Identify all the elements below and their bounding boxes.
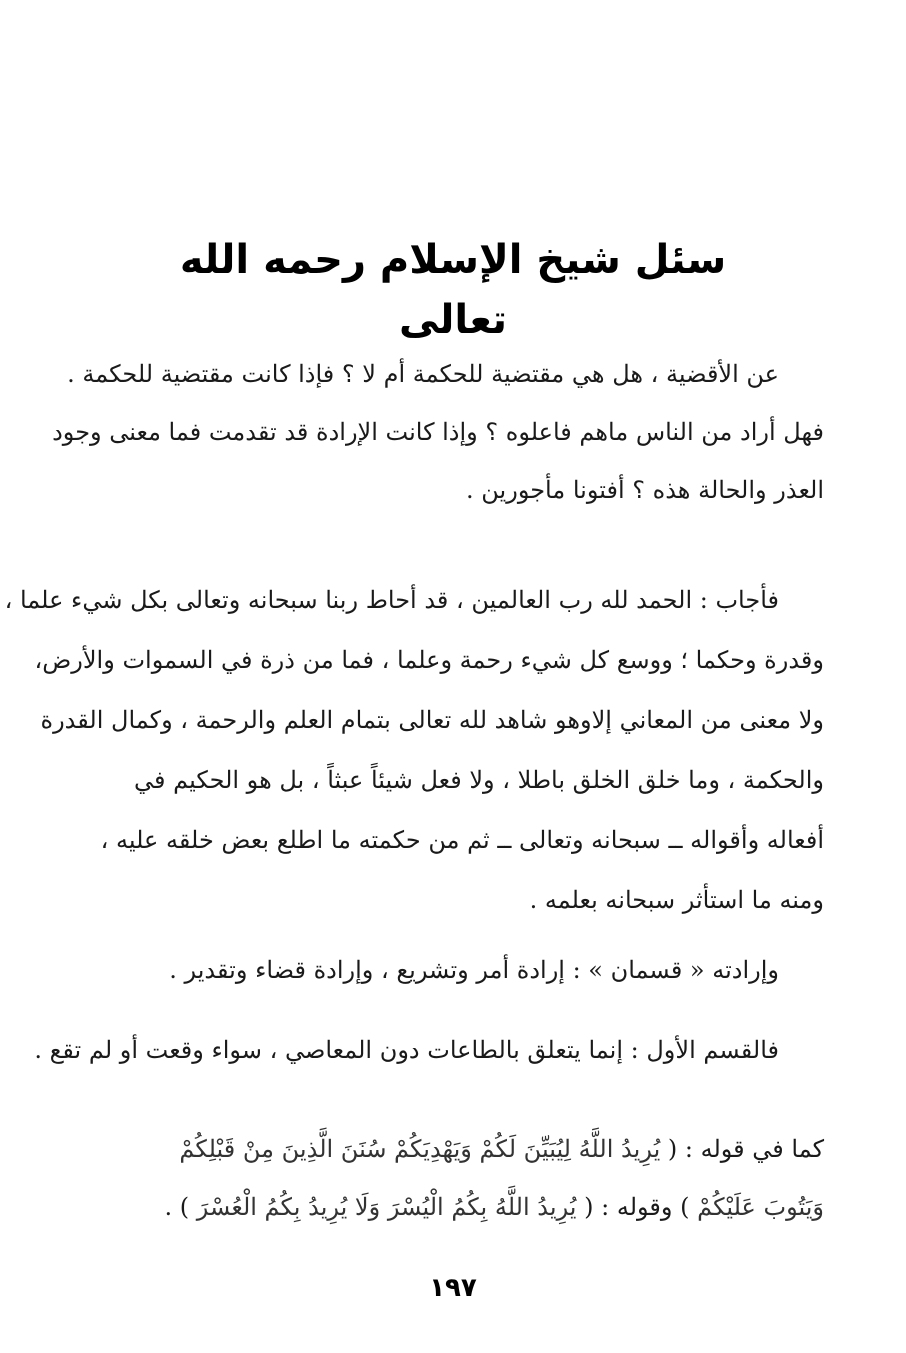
question-line: فهل أراد من الناس ماهم فاعلوه ؟ وإذا كانت الإرادة قد تقدمت فما معنى وجود bbox=[52, 418, 824, 446]
question-line: العذر والحالة هذه ؟ أفتونا مأجورين . bbox=[466, 476, 824, 504]
question-paragraph bbox=[52, 345, 824, 519]
answer-line: والحكمة ، وما خلق الخلق باطلا ، ولا فعل شيئاً عبثاً ، بل هو الحكيم في bbox=[134, 766, 824, 794]
quran-verse: وَيَتُوبَ عَلَيْكُمْ bbox=[697, 1193, 824, 1221]
quran-verse: يُرِيدُ اللَّهُ لِيُبَيِّنَ لَكُمْ وَيَهْدِيَكُمْ سُنَنَ الَّذِينَ مِنْ قَبْلِكُمْ bbox=[179, 1135, 661, 1163]
evidence-suffix: ) . bbox=[164, 1193, 190, 1221]
page-title: سئل شيخ الإسلام رحمه الله تعالى bbox=[179, 237, 727, 343]
answer-line: أفعاله وأقواله ــ سبحانه وتعالى ــ ثم من حكمته ما اطلع بعض خلقه عليه ، bbox=[100, 826, 824, 854]
evidence-line-1 bbox=[88, 1120, 824, 1178]
first-type-paragraph bbox=[34, 1025, 824, 1075]
answer-paragraph bbox=[4, 570, 824, 930]
answer-line: ولا معنى من المعاني إلاوهو شاهد لله تعالى بتمام العلم والرحمة ، وكمال القدرة bbox=[40, 706, 824, 734]
answer-line: وقدرة وحكما ؛ ووسع كل شيء رحمة وعلما ، فما من ذرة في السموات والأرض، bbox=[34, 646, 824, 674]
quran-verse: يُرِيدُ اللَّهُ بِكُمُ الْيُسْرَ وَلَا يُرِيدُ بِكُمُ الْعُسْرَ bbox=[196, 1193, 577, 1221]
answer-line: فأجاب : الحمد لله رب العالمين ، قد أحاط ربنا سبحانه وتعالى بكل شيء علما ، bbox=[4, 586, 779, 614]
evidence-prefix: كما في قوله : ( bbox=[667, 1135, 824, 1163]
evidence-connector: ) وقوله : ( bbox=[584, 1193, 690, 1221]
page-number: ١٩٧ bbox=[429, 1273, 477, 1303]
will-types-paragraph bbox=[88, 945, 824, 995]
question-line: عن الأقضية ، هل هي مقتضية للحكمة أم لا ؟ فإذا كانت مقتضية للحكمة . bbox=[67, 360, 779, 388]
answer-line: ومنه ما استأثر سبحانه بعلمه . bbox=[529, 886, 824, 914]
evidence-line-2 bbox=[88, 1178, 824, 1236]
first-type-line: فالقسم الأول : إنما يتعلق بالطاعات دون المعاصي ، سواء وقعت أو لم تقع . bbox=[34, 1036, 779, 1064]
evidence-paragraph bbox=[88, 1120, 824, 1236]
will-types-line: وإرادته « قسمان » : إرادة أمر وتشريع ، وإرادة قضاء وتقدير . bbox=[169, 956, 779, 984]
